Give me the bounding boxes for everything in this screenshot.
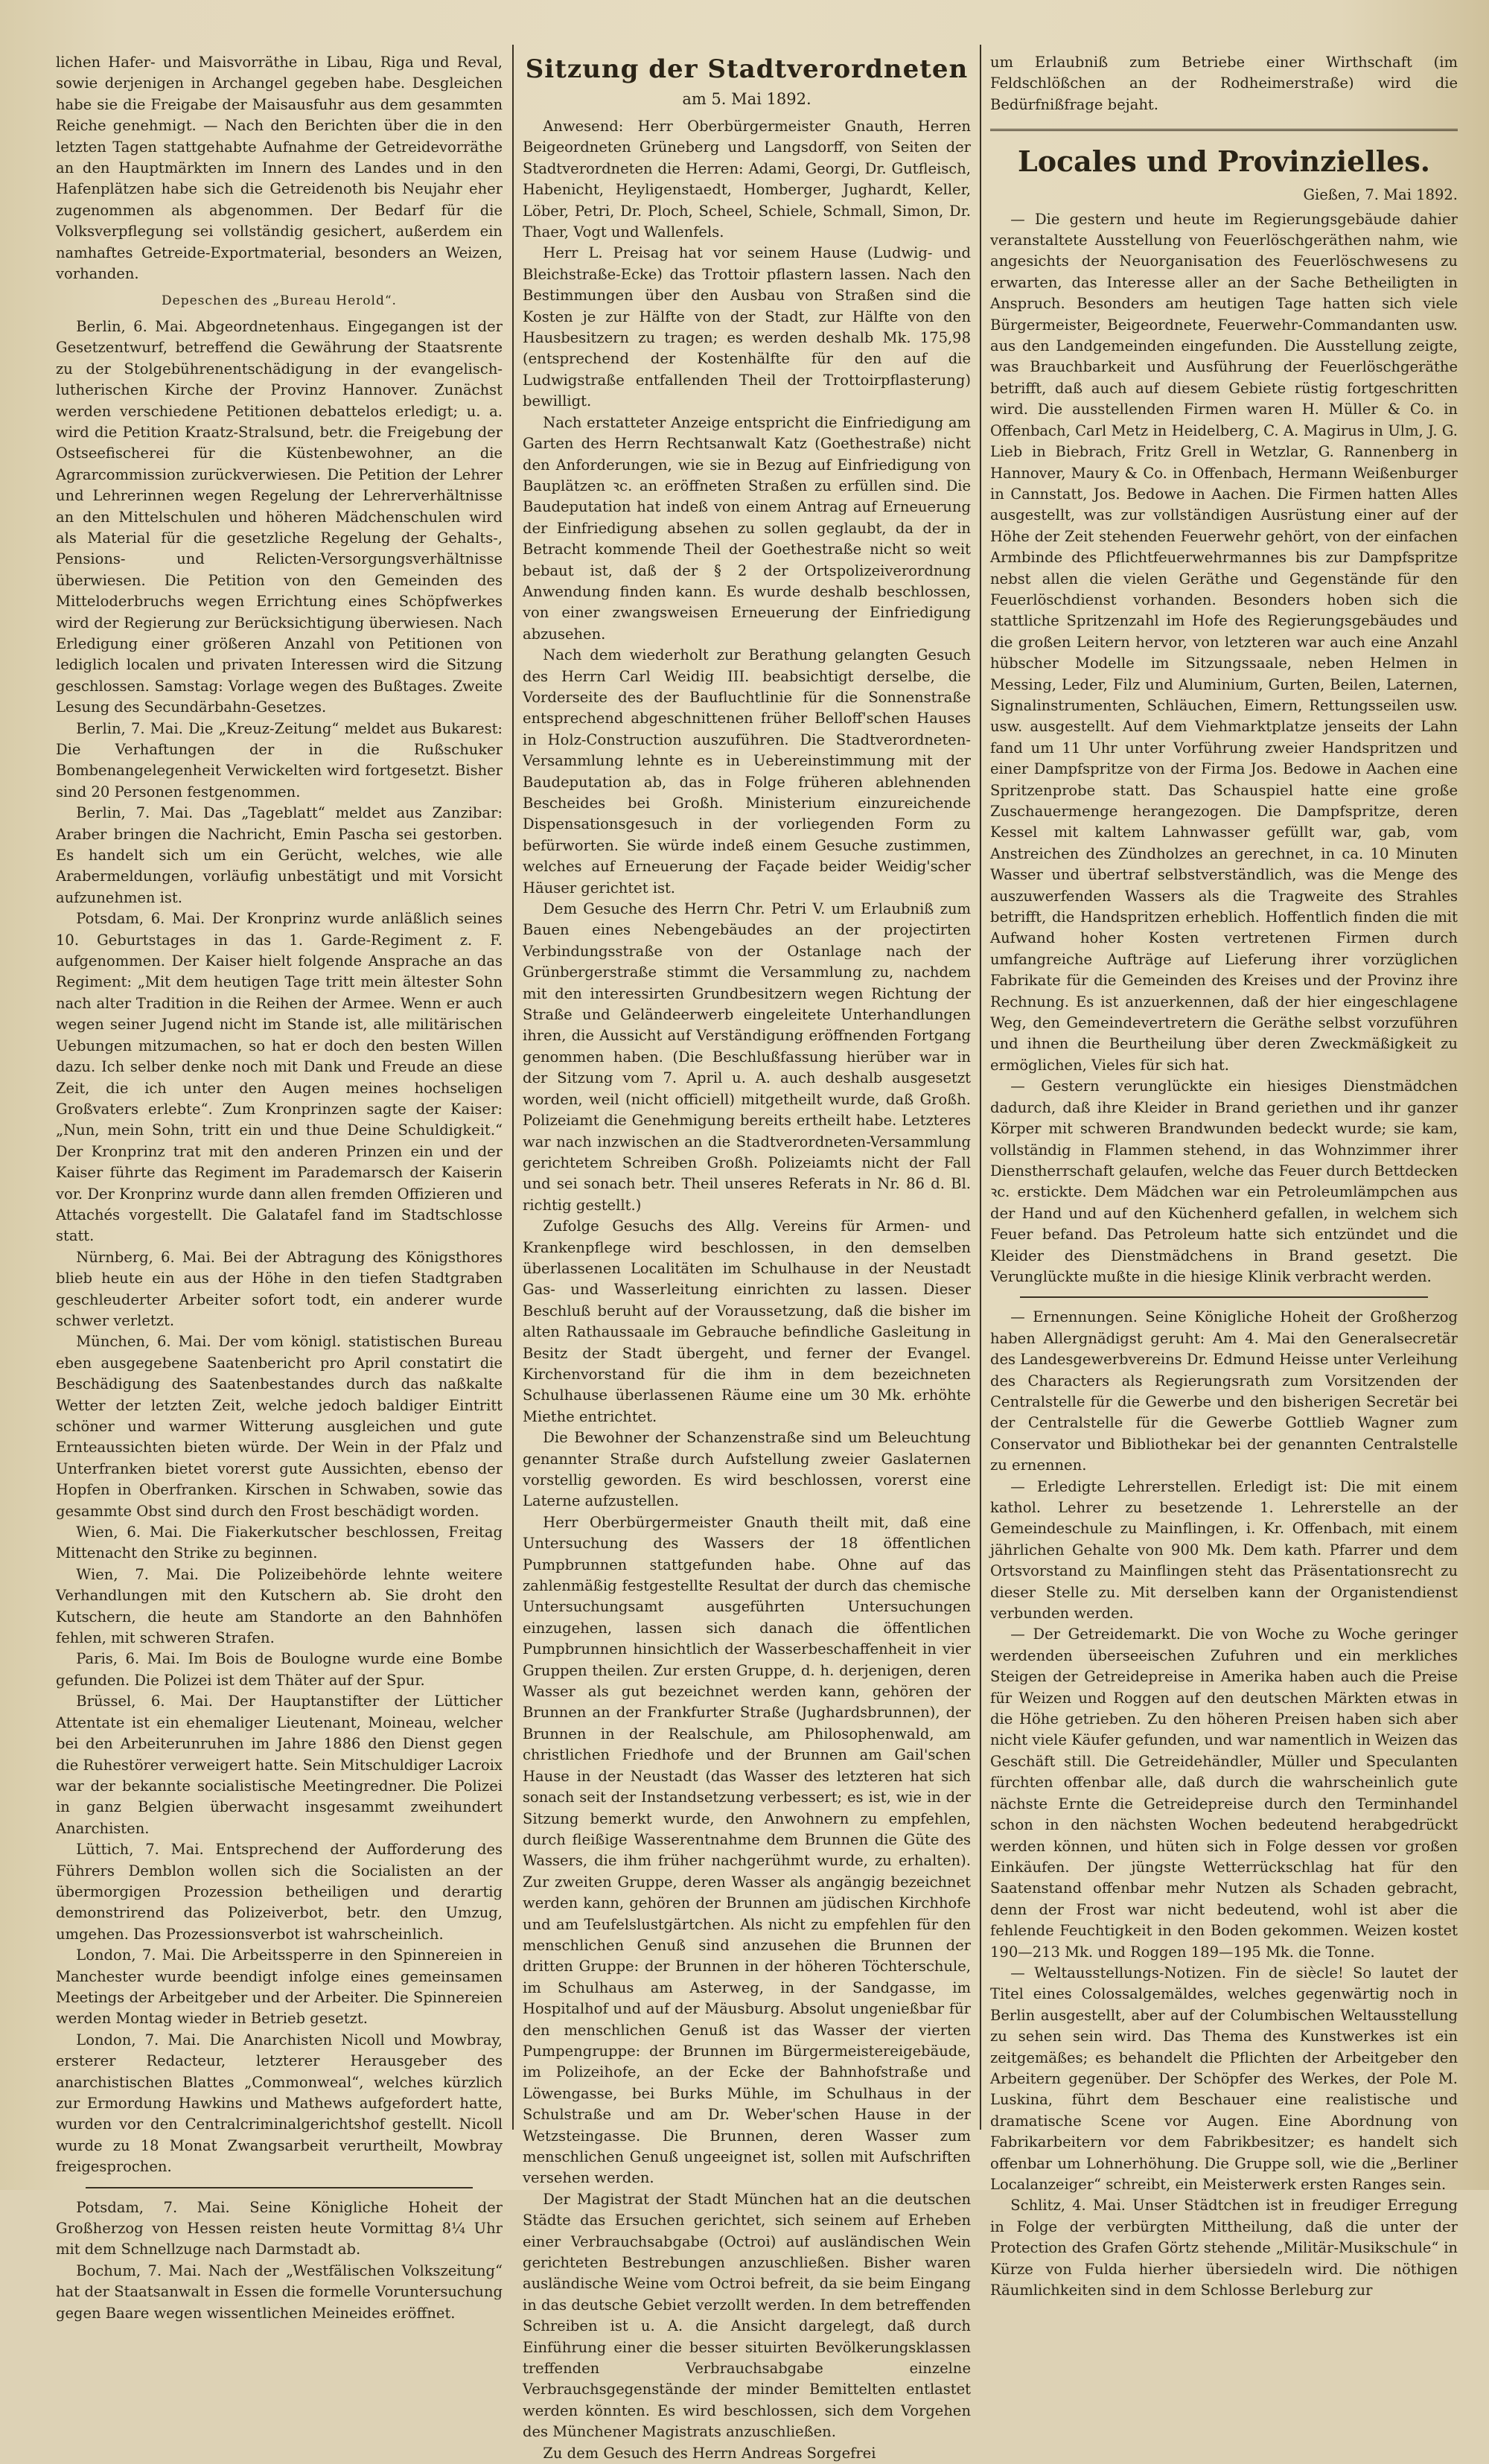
- paragraph: Nach erstatteter Anzeige entspricht die Einfriedigung am Garten des Herrn Rechtsanwalt Katz (Goethestraße) nicht den Anforderungen, wie sie in Bezug auf Einfriedigung von Bauplätzen ꝛc. an eröffneten Straßen zu erfüllen sind. Die Baudeputation hat indeß von einem Antrag auf Erneuerung der Einfriedigung absehen zu sollen geglaubt, da der in Betracht kommende Theil der Goethestraße nicht so weit bebaut ist, daß der § 2 der Ortspolizeiverordnung Anwendung finden kann. Es wurde deshalb beschlossen, von einer zwangsweisen Erneuerung der Einfriedigung abzusehen.: [523, 413, 971, 643]
- news-item: Wien, 6. Mai. Die Fiakerkutscher beschlossen, Freitag Mittenacht den Strike zu beginnen.: [56, 1524, 503, 1562]
- news-item: Potsdam, 6. Mai. Der Kronprinz wurde anläßlich seines 10. Geburtstages in das 1. Garde-Regiment z. F. aufgenommen. Der Kaiser hielt folgende Ansprache an das Regiment: „Mit dem heutigen Tage tritt mein ältester Sohn nach alter Tradition in die Reihen der Armee. Wenn er auch wegen seiner Jugend nicht im Stande ist, alle militärischen Uebungen mitzumachen, so hat er doch den besten Willen dazu. Ich selber denke noch mit Dank und Freude an diese Zeit, die ich unter den Augen meines hochseligen Großvaters erlebte“. Zum Kronprinzen sagte der Kaiser: „Nun, mein Sohn, tritt ein und thue Deine Schuldigkeit.“ Der Kronprinz trat mit den anderen Prinzen ein und der Kaiser führte das Regiment im Parademarsch der Kaiserin vor. Der Kronprinz wurde dann allen fremden Offizieren und Attachés vorgestellt. Die Galatafel fand im Stadtschlosse statt.: [56, 910, 503, 1245]
- section-title: Sitzung der Stadtverordneten: [525, 54, 969, 84]
- paragraph: — Gestern verunglückte ein hiesiges Dienstmädchen dadurch, daß ihre Kleider in Brand geriethen und ihr ganzer Körper mit schweren Brandwunden bedeckt wurde; sie kam, vollständig in Flammen stehend, in das Wohnzimmer ihrer Dienstherrschaft gelaufen, welche das Feuer durch Bettdecken ꝛc. erstickte. Dem Mädchen war ein Petroleumlämpchen aus der Hand und auf den Küchenherd gefallen, in welchem sich Feuer befand. Das Petroleum hatte sich entzündet und die Kleider des Dienstmädchens in Brand gesetzt. Die Verunglückte mußte in die hiesige Klinik verbracht werden.: [990, 1077, 1458, 1285]
- news-item: London, 7. Mai. Die Arbeitssperre in den Spinnereien in Manchester wurde beendigt infolge eines gemeinsamen Meetings der Arbeitgeber und der Arbeiter. Die Spinnereien werden Montag wieder in Betrieb gesetzt.: [56, 1946, 503, 2028]
- paragraph: Herr Oberbürgermeister Gnauth theilt mit, daß eine Untersuchung des Wassers der 18 öffentlichen Pumpbrunnen stattgefunden habe. Ohne auf das zahlenmäßig festgestellte Resultat der durch das chemische Untersuchungsamt ausgeführten Untersuchungen einzugehen, lassen sich danach die öffentlichen Pumpbrunnen hinsichtlich der Wasserbeschaffenheit in vier Gruppen theilen. Zur ersten Gruppe, d. h. derjenigen, deren Wasser als gut bezeichnet werden kann, gehören der Brunnen an der Frankfurter Straße (Jughardsbrunnen), der Brunnen in der Realschule, am Philosophenwald, am christlichen Friedhofe und der Brunnen am Gail'schen Hause in der Neustadt (das Wasser des letzteren hat sich sonach seit der Instandsetzung verbessert; es ist, wie in der Sitzung bemerkt wurde, den Anwohnern zu empfehlen, durch fleißige Wasserentnahme dem Brunnen die Güte des Wassers, die ihm früher nachgerühmt wurde, zu erhalten). Zur zweiten Gruppe, deren Wasser als angängig bezeichnet werden kann, gehören der Brunnen am jüdischen Kirchhofe und am Teufelslustgärtchen. Als nicht zu empfehlen für den menschlichen Genuß sind anzusehen die Brunnen der dritten Gruppe: der Brunnen in der höheren Töchterschule, im Schulhaus am Asterweg, in der Sandgasse, im Hospitalhof und auf der Mäusburg. Absolut ungenießbar für den menschlichen Genuß ist das Wasser der vierten Pumpengruppe: der Brunnen im Bürgermeistereigebäude, im Polizeihofe, an der Ecke der Bahnhofstraße und Löwengasse, bei Burks Mühle, im Schulhaus in der Schulstraße und am Dr. Weber'schen Hause in der Wetzsteingasse. Die Brunnen, deren Wasser zum menschlichen Genuß ungeeignet ist, sollen mit Aufschriften versehen werden.: [523, 1513, 971, 2187]
- section-rule: [1020, 1296, 1428, 1298]
- dateline: Gießen, 7. Mai 1892.: [1303, 186, 1458, 204]
- column-1: [56, 52, 503, 2322]
- intro-paragraph: lichen Hafer- und Maisvorräthe in Libau, Riga und Reval, sowie derjenigen in Archangel gegeben habe. Desgleichen habe sie die Freigabe der Maisausfuhr aus dem gesammten Reiche genehmigt. — Nach den Berichten über die in den letzten Tagen stattgehabte Aufnahme der Getreidevorräthe an den Hauptmärkten im Innern des Landes und in den Hafenplätzen habe sich die Getreidenoth bis Neujahr eher zugenommen als abgenommen. Der Bedarf für die Volksverpflegung sei vollständig gesichert, außerdem ein namhaftes Getreide-Exportmaterial, besonders an Weizen, vorhanden.: [56, 54, 503, 283]
- column-rule-1: [512, 45, 514, 2130]
- paragraph: — Der Getreidemarkt. Die von Woche zu Woche geringer werdenden überseeischen Zufuhren und ein merkliches Steigen der Getreidepreise in Amerika haben auch die Preise für Weizen und Roggen auf den deutschen Märkten etwas in die Höhe getrieben. Zu den höheren Preisen haben sich aber nicht viele Käufer gefunden, und war namentlich in Weizen das Geschäft still. Die Getreidehändler, Müller und Speculanten fürchten offenbar alle, daß durch die wahrscheinlich gute nächste Ernte die Getreidepreise durch den Terminhandel schon in den nächsten Wochen bedeutend herabgedrückt werden können, und hüten sich in Folge dessen vor großen Einkäufen. Der jüngste Wetterrückschlag hat für den Saatenstand offenbar mehr Nutzen als Schaden gebracht, denn der Frost war nicht bedeutend, wohl ist aber die fehlende Feuchtigkeit in den Boden gekommen. Weizen kostet 190—213 Mk. und Roggen 189—195 Mk. die Tonne.: [990, 1626, 1458, 1961]
- news-item: Berlin, 7. Mai. Die „Kreuz-Zeitung“ meldet aus Bukarest: Die Verhaftungen der in die Rußschuker Bombenangelegenheit Verwickelten wird fortgesetzt. Bisher sind 20 Personen festgenommen.: [56, 719, 503, 800]
- section-date: am 5. Mai 1892.: [682, 90, 812, 108]
- paragraph: — Die gestern und heute im Regierungsgebäude dahier veranstaltete Ausstellung von Feuerlöschgeräthen nahm, wie angesichts der Neuorganisation des Feuerlöschwesens zu erwarten, das Interesse aller an der Sache Betheiligten in Anspruch. Besonders am heutigen Tage hatten sich viele Bürgermeister, Beigeordnete, Feuerwehr-Commandanten usw. aus den Landgemeinden eingefunden. Die Ausstellung zeigte, was Brauchbarkeit und Ausführung der Feuerlöschgeräthe betrifft, daß auch auf diesem Gebiete rüstig fortgeschritten wird. Die ausstellenden Firmen waren H. Müller & Co. in Offenbach, Carl Metz in Heidelberg, C. A. Magirus in Ulm, J. G. Lieb in Biebrach, Fritz Grell in Wetzlar, G. Rannenberg in Hannover, Maury & Co. in Offenbach, Hermann Weißenburger in Cannstatt, Jos. Bedowe in Aachen. Die Firmen hatten Alles ausgestellt, was zur vollständigen Ausrüstung einer auf der Höhe der Zeit stehenden Feuerwehr gehört, von der einfachen Armbinde des Pflichtfeuerwehrmannes bis zur Dampfspritze nebst allen die vielen Geräthe und Gegenstände für den Feuerlöschdienst vorhanden. Besonders hoben sich die stattliche Spritzenzahl im Hofe des Regierungsgebäudes und die großen Leitern hervor, von letzteren war auch eine Anzahl hübscher Modelle im Sitzungssaale, neben Helmen in Messing, Leder, Filz und Aluminium, Gurten, Beilen, Laternen, Signalinstrumenten, Schläuchen, Eimern, Rettungsseilen usw. usw. ausgestellt. Auf dem Viehmarktplatze jenseits der Lahn fand um 11 Uhr unter Vorführung zweier Handspritzen und einer Dampfspritze von der Firma Jos. Bedowe in Aachen eine Spritzenprobe statt. Das Schauspiel hatte eine große Zuschauermenge herangezogen. Die Dampfspritze, deren Kessel mit kaltem Lahnwasser gefüllt war, gab, vom Anstreichen des Zündholzes an gerechnet, in ca. 10 Minuten Wasser und übertraf selbstverständlich, was die Menge des auszuwerfenden Wassers als die Tragweite des Strahles betrifft, die Handspritzen erheblich. Hoffentlich finden die mit Aufwand hoher Kosten vertretenen Firmen durch umfangreiche Aufträge auf Lieferung ihrer vorzüglichen Fabrikate für die Gemeinden des Kreises und der Provinz ihre Rechnung. Es ist anzuerkennen, daß der hier eingeschlagene Weg, den Gemeindevertretern die Geräthe selbst vorzuführen und ihnen die Beurtheilung über deren Zweckmäßigkeit zu ermöglichen, Vieles für sich hat.: [990, 210, 1458, 1074]
- depeschen-heading: Depeschen des „Bureau Herold“.: [162, 293, 397, 309]
- paragraph: Nach dem wiederholt zur Berathung gelangten Gesuch des Herrn Carl Weidig III. beabsichtigt derselbe, die Vorderseite des der Baufluchtlinie für die Sonnenstraße entsprechend abgeschnittenen früher Belloff'schen Hauses in Holz-Construction auszuführen. Die Stadtverordneten-Versammlung lehnte es in Uebereinstimmung mit der Baudeputation ab, das in Folge früheren ablehnenden Bescheides bei Großh. Ministerium einzureichende Dispensationsgesuch in der vorliegenden Form zu befürworten. Sie würde indeß einem Gesuche zustimmen, welches auf Erneuerung der Façade beider Weidig'scher Häuser gerichtet ist.: [523, 646, 971, 897]
- paragraph: Zufolge Gesuchs des Allg. Vereins für Armen- und Krankenpflege wird beschlossen, in den demselben überlassenen Localitäten im Schulhause in der Neustadt Gas- und Wasserleitung einrichten zu lassen. Dieser Beschluß beruht auf der Voraussetzung, daß die bisher im alten Rathaussaale im Gebrauche befindliche Gasleitung in Besitz der Stadt übergeht, und ferner der Evangel. Kirchenvorstand für die ihm in dem bezeichneten Schulhause überlassenen Räume eine um 30 Mk. erhöhte Miethe entrichtet.: [523, 1217, 971, 1425]
- paragraph: — Ernennungen. Seine Königliche Hoheit der Großherzog haben Allergnädigst geruht: Am 4. Mai den Generalsecretär des Landesgewerbvereins Dr. Edmund Heisse unter Verleihung des Characters als Regierungsrath zum Vorsitzenden der Centralstelle für die Gewerbe und den bisherigen Secretär bei der Centralstelle für die Gewerbe Gottlieb Wagner zum Conservator und Bibliothekar bei der genannten Centralstelle zu ernennen.: [990, 1308, 1458, 1474]
- paragraph: — Erledigte Lehrerstellen. Erledigt ist: Die mit einem kathol. Lehrer zu besetzende 1. Lehrerstelle an der Gemeindeschule zu Mainflingen, i. Kr. Offenbach, mit einem jährlichen Gehalte von 900 Mk. Dem kath. Pfarrer und dem Ortsvorstand zu Mainflingen steht das Präsentationsrecht zu dieser Stelle zu. Mit derselben kann der Organistendienst verbunden werden.: [990, 1477, 1458, 1623]
- news-item: Potsdam, 7. Mai. Seine Königliche Hoheit der Großherzog von Hessen reisten heute Vormittag 8¼ Uhr mit dem Schnellzuge nach Darmstadt ab.: [56, 2198, 503, 2258]
- news-item: Wien, 7. Mai. Die Polizeibehörde lehnte weitere Verhandlungen mit den Kutschern ab. Sie droht den Kutschern, die heute am Standorte an den Bahnhöfen fehlen, mit schweren Strafen.: [56, 1565, 503, 1647]
- paragraph: Herr L. Preisag hat vor seinem Hause (Ludwig- und Bleichstraße-Ecke) das Trottoir pflastern lassen. Nach den Bestimmungen über den Ausbau von Straßen sind die Kosten je zur Hälfte von der Stadt, zur Hälfte von den Hausbesitzern zu tragen; es werden deshalb Mk. 175,98 (entsprechend der Kostenhälfte für den auf die Ludwigstraße entfallenden Theil der Trottoirpflasterung) bewilligt.: [523, 244, 971, 410]
- intro-paragraph: um Erlaubniß zum Betriebe einer Wirthschaft (im Feldschlößchen an der Rodheimerstraße) wird die Bedürfnißfrage bejaht.: [990, 54, 1458, 113]
- news-item: London, 7. Mai. Die Anarchisten Nicoll und Mowbray, ersterer Redacteur, letzterer Herausgeber des anarchistischen Blattes „Commonweal“, welches kürzlich zur Ermordung Hawkins und Mathews aufgefordert hatte, wurden vor den Centralcriminalgerichtshof gestellt. Nicoll wurde zu 18 Monat Zwangsarbeit verurtheilt, Mowbray freigesprochen.: [56, 2031, 503, 2176]
- news-item: Berlin, 6. Mai. Abgeordnetenhaus. Eingegangen ist der Gesetzentwurf, betreffend die Gewährung der Staatsrente zu der Stolgebührenentschädigung in der evangelisch-lutherischen Kirche der Provinz Hannover. Zunächst werden verschiedene Petitionen debattelos erledigt; u. a. wird die Petition Kraatz-Stralsund, betr. die Freigebung der Ostseefischerei für die Küstenbewohner, an die Agrarcommission zurückverwiesen. Die Petition der Lehrer und Lehrerinnen wegen Regelung der Lehrerverhältnisse an den Mittelschulen und höheren Mädchenschulen wird als Material für die gesetzliche Regelung der Gehalts-, Pensions- und Relicten-Versorgungsverhältnisse überwiesen. Die Petition von den Gemeinden des Mitteloderbruchs wegen Errichtung eines Schöpfwerkes wird der Regierung zur Berücksichtigung überwiesen. Nach Erledigung einer größeren Anzahl von Petitionen von lediglich localen und privaten Interessen wird die Sitzung geschlossen. Samstag: Vorlage wegen des Bußtages. Zweite Lesung des Secundärbahn-Gesetzes.: [56, 317, 503, 716]
- paragraph: — Weltausstellungs-Notizen. Fin de siècle! So lautet der Titel eines Colossalgemäldes, welches gegenwärtig noch in Berlin ausgestellt, aber auf der Columbischen Weltausstellung zu sehen sein wird. Das Thema des Kunstwerkes ist ein zeitgemäßes; es behandelt die Pflichten der Arbeitgeber den Arbeitern gegenüber. Der Schöpfer des Werkes, der Pole M. Luskina, führt dem Beschauer eine realistische und dramatische Scene vor Augen. Eine Abordnung von Fabrikarbeitern vor dem Fabrikbesitzer; es handelt sich offenbar um Lohnerhöhung. Die Gruppe soll, wie die „Berliner Localanzeiger“ schreibt, ein Meisterwerk ersten Ranges sein.: [990, 1964, 1458, 2193]
- paragraph: Schlitz, 4. Mai. Unser Städtchen ist in freudiger Erregung in Folge der verbürgten Mittheilung, daß die unter der Protection des Grafen Görtz stehende „Militär-Musikschule“ in Kürze von Fulda hierher übersiedeln wird. Die nöthigen Räumlichkeiten sind in dem Schlosse Berleburg zur: [990, 2197, 1458, 2299]
- column-2: [523, 52, 971, 2462]
- column-3: [990, 52, 1458, 2299]
- paragraph: Dem Gesuche des Herrn Chr. Petri V. um Erlaubniß zum Bauen eines Nebengebäudes an der projectirten Verbindungsstraße von der Ostanlage nach der Grünbergerstraße stimmt die Versammlung zu, nachdem mit den interessirten Grundbesitzern wegen Richtung der Straße und Geländeerwerb eingeleitete Unterhandlungen ihren, die Aussicht auf Verständigung eröffnenden Fortgang genommen haben. (Die Beschlußfassung hierüber war in der Sitzung vom 7. April u. A. auch deshalb ausgesetzt worden, weil (nicht officiell) mitgetheilt wurde, daß Großh. Polizeiamt die Genehmigung bereits ertheilt habe. Letzteres war nach inzwischen an die Stadtverordneten-Versammlung gerichtetem Schreiben Großh. Polizeiamts nicht der Fall und sei sonach betr. Theil unseres Referats in Nr. 86 d. Bl. richtig gestellt.): [523, 900, 971, 1214]
- news-item: München, 6. Mai. Der vom königl. statistischen Bureau eben ausgegebene Saatenbericht pro April constatirt die Beschädigung des Saatenbestandes durch das naßkalte Wetter der letzten Zeit, welche jedoch baldiger Eintritt schöner und warmer Witterung ausgleichen und gute Ernteaussichten bieten würde. Der Wein in der Pfalz und Unterfranken bietet vorerst gute Aussichten, ebenso der Hopfen in Oberfranken. Kirschen in Schwaben, sowie das gesammte Obst sind durch den Frost beschädigt worden.: [56, 1333, 503, 1520]
- paragraph: Anwesend: Herr Oberbürgermeister Gnauth, Herren Beigeordneten Grüneberg und Langsdorff, von Seiten der Stadtverordneten die Herren: Adami, Georgi, Dr. Gutfleisch, Habenicht, Heyligenstaedt, Homberger, Jughardt, Keller, Löber, Petri, Dr. Ploch, Scheel, Schiele, Schmall, Simon, Dr. Thaer, Vogt und Wallenfels.: [523, 118, 971, 241]
- news-item: Paris, 6. Mai. Im Bois de Boulogne wurde eine Bombe gefunden. Die Polizei ist dem Thäter auf der Spur.: [56, 1650, 503, 1689]
- section-title: Locales und Provinzielles.: [1017, 144, 1431, 179]
- news-item: Lüttich, 7. Mai. Entsprechend der Aufforderung des Führers Demblon wollen sich die Socialisten an der übermorgigen Prozession betheiligen und derartig demonstrirend das Polizeiverbot, betr. den Umzug, umgehen. Das Prozessionsverbot ist wahrscheinlich.: [56, 1841, 503, 1943]
- section-rule: [86, 2187, 473, 2188]
- section-rule: [990, 129, 1458, 131]
- news-item: Nürnberg, 6. Mai. Bei der Abtragung des Königsthores blieb heute ein aus der Höhe in den tiefen Stadtgraben geschleuderter Arbeiter sofort todt, ein anderer wurde schwer verletzt.: [56, 1248, 503, 1329]
- paragraph: Die Bewohner der Schanzenstraße sind um Beleuchtung genannter Straße durch Aufstellung zweier Gaslaternen vorstellig geworden. Es wird beschlossen, vorerst eine Laterne aufzustellen.: [523, 1429, 971, 1510]
- column-rule-2: [980, 45, 981, 2130]
- news-item: Brüssel, 6. Mai. Der Hauptanstifter der Lütticher Attentate ist ein ehemaliger Lieutenant, Moineau, welcher bei den Arbeiterunruhen im Jahre 1886 den Dienst gegen die Ruhestörer verweigert hatte. Sein Mitschuldiger Lacroix war der bekannte socialistische Meetingredner. Die Polizei in ganz Belgien überwacht insgesammt zweihundert Anarchisten.: [56, 1693, 503, 1837]
- news-item: Berlin, 7. Mai. Das „Tageblatt“ meldet aus Zanzibar: Araber bringen die Nachricht, Emin Pascha sei gestorben. Es handelt sich um ein Gerücht, welches, wie alle Arabermeldungen, vorläufig unbestätigt und mit Vorsicht aufzunehmen ist.: [56, 804, 503, 906]
- news-item: Bochum, 7. Mai. Nach der „Westfälischen Volkszeitung“ hat der Staatsanwalt in Essen die formelle Voruntersuchung gegen Baare wegen wissentlichen Meineides eröffnet.: [56, 2261, 503, 2322]
- paragraph: Der Magistrat der Stadt München hat an die deutschen Städte das Ersuchen gerichtet, sich seinem auf Erheben einer Verbrauchsabgabe (Octroi) auf ausländischen Wein gerichteten Bestrebungen anzuschließen. Bisher waren ausländische Weine vom Octroi befreit, da sie beim Eingang in das deutsche Gebiet verzollt werden. In dem betreffenden Schreiben ist u. A. die Ansicht dargelegt, daß durch Einführung einer die besser situirten Bevölkerungsklassen treffenden Verbrauchsabgabe einzelne Verbrauchsgegenstände der minder Bemittelten entlastet werden könnten. Es wird beschlossen, sich dem Vorgehen des Münchener Magistrats anzuschließen.: [523, 2190, 971, 2441]
- paragraph: Zu dem Gesuch des Herrn Andreas Sorgefrei: [543, 2444, 876, 2462]
